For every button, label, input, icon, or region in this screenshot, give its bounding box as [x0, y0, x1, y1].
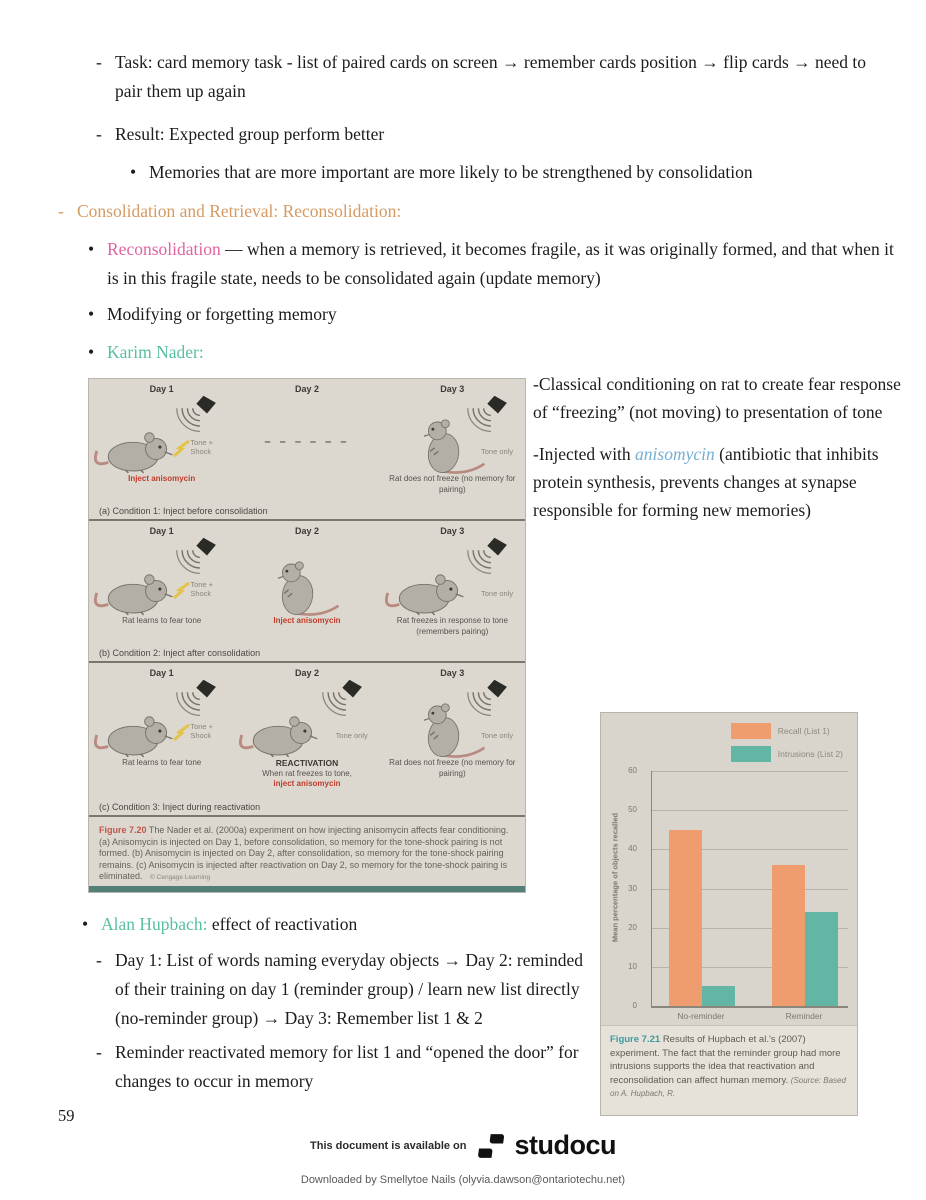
- note-text: Result: Expected group perform better: [115, 124, 385, 144]
- dash-bullet: -: [96, 124, 102, 144]
- result-label: When rat freezes to tone,: [262, 768, 352, 778]
- shock-bolt-icon: [173, 582, 191, 600]
- y-tick-label: 30: [628, 883, 637, 893]
- downloaded-by-text: Downloaded by Smellytoe Nails (olyvia.dawson@ontariotechu.net): [300, 1174, 626, 1186]
- note-text: [107, 235, 896, 293]
- condition-caption: (c) Condition 3: Inject during reactivation: [99, 802, 261, 812]
- dot-bullet: •: [130, 162, 137, 182]
- legend-item: [731, 723, 843, 739]
- y-axis-label: Mean percentage of objects recalled: [610, 812, 620, 943]
- figure-cell: [380, 521, 525, 661]
- y-tick-label: 50: [628, 805, 637, 815]
- rat-icon: [93, 708, 179, 758]
- side-notes: [533, 370, 905, 538]
- figure-7-20-photo: [88, 378, 526, 893]
- list-item: [88, 235, 896, 293]
- rat-icon: [93, 566, 179, 616]
- note-text: Task: card memory task - list of paired cards on screen → remember cards position → flip cards → need to pair them up again: [115, 52, 867, 101]
- dash-bullet: -: [58, 201, 64, 221]
- reactivation-label: REACTIVATION: [275, 758, 339, 768]
- tone-shock-label: Tone + Shock: [190, 438, 214, 456]
- list-item: [88, 338, 488, 367]
- photo-edge-band: [89, 886, 525, 892]
- inject-label: Inject anisomycin: [128, 474, 196, 483]
- dot-bullet: •: [88, 304, 95, 324]
- section-heading: [58, 197, 818, 226]
- tone-only-label: Tone only: [480, 446, 514, 456]
- note-text: Day 1: List of words naming everyday objects → Day 2: reminded of their training on day 1 (reminder group) / learn new list directly (no-reminder group) → Day 3: Remember list 1 & 2: [115, 950, 584, 1028]
- legend-label: Recall (List 1): [777, 726, 830, 736]
- note-text: Memories that are more important are more likely to be strengthened by consolidation: [149, 162, 753, 182]
- side-note-2: [533, 440, 905, 524]
- figure-cell: [234, 521, 379, 661]
- dot-bullet: •: [88, 342, 95, 362]
- source-text: (Source: Based on A. Hupbach, R.: [610, 1075, 846, 1098]
- figure-cell: [89, 663, 234, 815]
- term-anisomycin: anisomycin: [635, 444, 715, 464]
- legend-swatch: [731, 746, 771, 762]
- tone-only-label: Tone only: [480, 730, 514, 740]
- rat-icon: [93, 424, 179, 474]
- studocu-link[interactable]: [478, 1130, 616, 1161]
- term-reconsolidation: Reconsolidation: [107, 239, 221, 259]
- tone-only-label: Tone only: [480, 588, 514, 598]
- note-text: -Injected with: [533, 444, 636, 464]
- gridline: [652, 810, 848, 811]
- page-number: 59: [58, 1106, 75, 1125]
- day-label: Day 2: [294, 384, 319, 394]
- shock-bolt-icon: [173, 440, 191, 458]
- note-text: (antibiotic that inhibits protein synthesis, prevents changes at synapse responsible for forming new memories): [533, 444, 879, 520]
- note-text: — when a memory is retrieved, it becomes fragile, as it was originally formed, and that when it is in this fragile state, needs to be consolidated again (update memory): [107, 239, 894, 288]
- dash-bullet: -: [96, 950, 102, 970]
- figure-label: Figure 7.20: [99, 825, 147, 835]
- y-tick-label: 10: [628, 961, 637, 971]
- list-item: [96, 1038, 601, 1096]
- side-note-1: -Classical conditioning on rat to create fear response of “freezing” (not moving) to presentation of tone: [533, 374, 901, 422]
- day-label: Day 3: [440, 384, 465, 394]
- gridline: [652, 771, 848, 772]
- tone-shock-label: Tone + Shock: [190, 580, 214, 598]
- available-on-text: This document is available on: [310, 1139, 467, 1152]
- bar: [805, 912, 838, 1006]
- condition-caption: (a) Condition 1: Inject before consolidation: [99, 506, 268, 516]
- figure-7-21-chart: [600, 712, 858, 1116]
- result-label: Rat does not freeze (no memory for pairing): [389, 474, 516, 494]
- studocu-wordmark: studocu: [514, 1130, 616, 1160]
- figure-cell: [234, 379, 379, 519]
- dot-bullet: •: [82, 914, 89, 934]
- caption-text: Results of Hupbach et al.'s (2007) experiment. The fact that the reminder group had more intrusions supports the idea that reactivation and reconsolidation can affect human memory.: [610, 1034, 841, 1086]
- legend-item: [731, 746, 843, 762]
- note-text: Modifying or forgetting memory: [107, 304, 337, 324]
- note-text: effect of reactivation: [207, 914, 358, 934]
- list-item: [96, 120, 796, 149]
- rat-icon: [384, 566, 470, 616]
- legend-label: Intrusions (List 2): [777, 749, 843, 759]
- x-category-label: No-reminder: [677, 1011, 725, 1021]
- result-label: Rat does not freeze (no memory for pairing): [389, 758, 516, 778]
- y-tick-label: 0: [632, 1001, 637, 1010]
- bar: [702, 986, 735, 1006]
- figure-cell: [380, 379, 525, 519]
- day-label: Day 1: [149, 668, 174, 678]
- result-label: Rat learns to fear tone: [122, 758, 202, 767]
- bar: [772, 865, 805, 1006]
- studocu-logo-icon: [478, 1131, 508, 1161]
- condition-caption: (b) Condition 2: Inject after consolidation: [99, 648, 261, 658]
- note-text: Reminder reactivated memory for list 1 and “opened the door” for changes to occur in memory: [115, 1042, 579, 1091]
- dash-bullet: -: [96, 1042, 102, 1062]
- rat-icon: [238, 708, 324, 758]
- chart-plot: [651, 771, 848, 1008]
- caption-text: The Nader et al. (2000a) experiment on how injecting anisomycin affects fear conditioning. (a) Anisomycin is injected on Day 1, before consolidation, so memory for the tone-shock pairing is not formed. (b) Anisomycin is injected on Day 2, after consolidation, so memory for the tone-shock pairing remains. (c) Anisomycin is injected after reactivation on Day 2, so memory for the tone-shock pairing is eliminated.: [99, 825, 509, 881]
- dot-bullet: •: [88, 239, 95, 259]
- day-label: Day 2: [294, 668, 319, 678]
- y-tick-label: 40: [628, 844, 637, 854]
- inject-label: Inject anisomycin: [273, 616, 341, 625]
- chart-legend: [731, 723, 843, 769]
- condition-3-row: [89, 663, 525, 817]
- term-alan-hupbach: Alan Hupbach:: [101, 914, 208, 934]
- list-item: [130, 158, 870, 187]
- y-tick-label: 20: [628, 922, 637, 932]
- note-text: [101, 910, 562, 939]
- inject-label: inject anisomycin: [273, 779, 341, 788]
- figure-cell: [89, 521, 234, 661]
- tone-only-label: Tone only: [335, 730, 368, 740]
- figure-label: Figure 7.21: [610, 1034, 661, 1045]
- figure-7-20-caption: [89, 817, 525, 884]
- heading-text: Consolidation and Retrieval: Reconsolidation:: [77, 201, 402, 221]
- day-label: Day 3: [440, 526, 465, 536]
- day-label: Day 2: [294, 526, 319, 536]
- rat-icon: [408, 416, 488, 476]
- term-karim-nader: Karim Nader:: [107, 342, 204, 362]
- credit-text: © Cengage Learning: [150, 874, 211, 881]
- day-label: Day 1: [149, 384, 174, 394]
- rat-icon: [408, 700, 488, 760]
- result-label: Rat learns to fear tone: [122, 616, 202, 625]
- chart-yticks: [601, 766, 645, 1010]
- tone-shock-label: Tone + Shock: [190, 722, 214, 740]
- list-item: [96, 946, 592, 1033]
- bar: [669, 830, 702, 1006]
- figure-cell: [234, 663, 379, 815]
- result-label: Rat freezes in response to tone (remembers pairing): [396, 616, 508, 636]
- dashes: – – – – – –: [264, 436, 350, 448]
- y-tick-label: 60: [628, 766, 637, 775]
- condition-2-row: [89, 521, 525, 663]
- footer: [0, 1130, 926, 1161]
- list-item: [82, 910, 562, 939]
- legend-swatch: [731, 723, 771, 739]
- day-label: Day 1: [149, 526, 174, 536]
- figure-7-21-caption: [601, 1025, 857, 1115]
- rat-icon: [262, 558, 342, 618]
- figure-cell: [380, 663, 525, 815]
- list-item: [88, 300, 688, 329]
- x-category-label: Reminder: [785, 1011, 823, 1021]
- list-item: [96, 48, 868, 106]
- condition-1-row: [89, 379, 525, 521]
- dash-bullet: -: [96, 52, 102, 72]
- shock-bolt-icon: [173, 724, 191, 742]
- day-label: Day 3: [440, 668, 465, 678]
- figure-cell: [89, 379, 234, 519]
